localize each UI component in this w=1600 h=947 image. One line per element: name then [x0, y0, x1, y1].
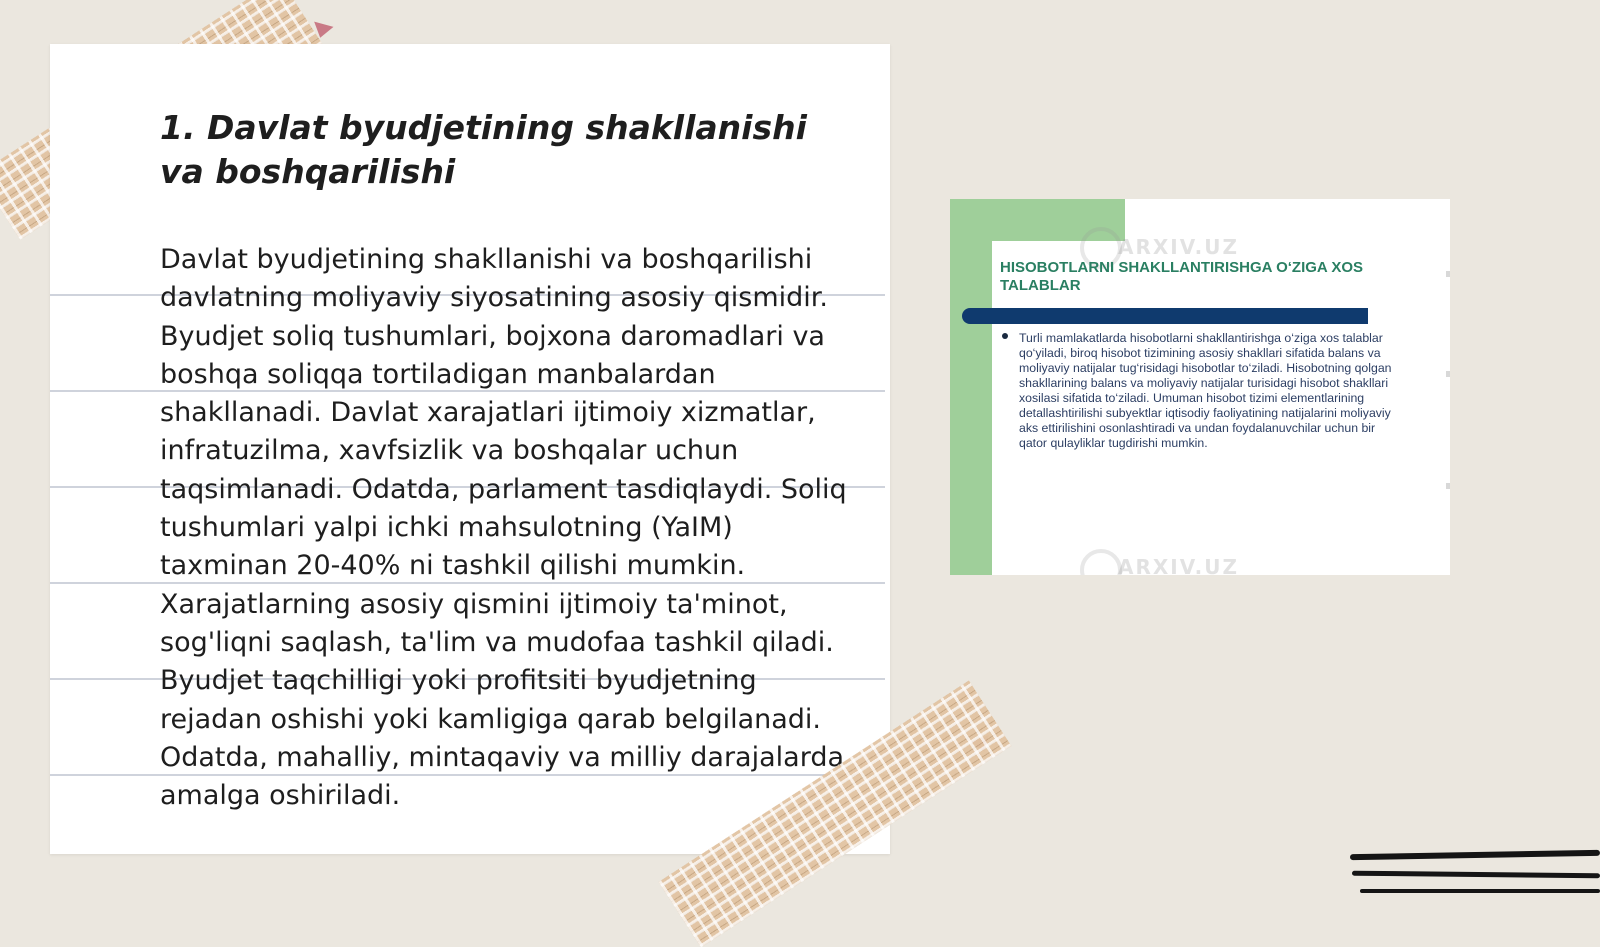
brush-stroke [1352, 871, 1600, 879]
slide-green-band [950, 199, 992, 575]
bullet-icon [1002, 333, 1008, 339]
slide-watermark: ARXIV.UZ [1118, 235, 1239, 259]
embedded-slide-image [950, 199, 1450, 575]
brush-stroke [1350, 850, 1600, 860]
slide-bullet-text: Turli mamlakatlarda hisobotlarni shakllantirishga o‘ziga xos talablar qo‘yiladi, biroq hisobot tizimining asosiy shakllari sifatida balans va moliyaviy natijalar tug‘risidagi hisobotlar to‘ziladi. Hisobotning qolgan shakllarining balans va moliyaviy natijalar turisidagi hisobot shakllari xosilasi sifatida to‘ziladi. Umuman hisobot tizimi elementlarining detallashtirilishi subyektlar iqtisodiy faoliyatining natijalarini moliyaviy aks ettirilishini osonlashtiradi va undan foydalanuvchilar uchun bir qator qulayliklar tugdirishi mumkin. [1019, 331, 1392, 450]
section-heading: 1. Davlat byudjetining shakllanishi va boshqarilishi [160, 108, 807, 191]
section-body-text: Davlat byudjetining shakllanishi va boshqarilishi davlatning moliyaviy siyosatining asosiy qismidir. Byudjet soliq tushumlari, bojxona daromadlari va boshqa soliqqa tortiladigan manbalardan shakllanadi. Davlat xarajatlari ijtimoiy xizmatlar, infratuzilma, xavfsizlik va boshqalar uchun taqsimlanadi. Odatda, parlament tasdiqlaydi. Soliq tushumlari yalpi ichki mahsulotning (YaIM) taxminan 20-40% ni tashkil qilishi mumkin. Xarajatlarning asosiy qismini ijtimoiy ta'minot, sog'liqni saqlash, ta'lim va mudofaa tashkil qiladi. Byudjet taqchilligi yoki profitsiti byudjetning rejadan oshishi yoki kamligiga qarab belgilanadi. Odatda, mahalliy, mintaqaviy va milliy darajalarda amalga oshiriladi. [160, 244, 847, 812]
slide-title: HISOBOTLARNI SHAKLLANTIRISHGA O‘ZIGA XOS TALABLAR [1000, 259, 1364, 294]
slide-edge-tick [1446, 483, 1450, 489]
slide-edge-tick [1446, 271, 1450, 277]
slide-watermark: ARXIV.UZ [1118, 555, 1239, 575]
note-paper [50, 44, 890, 854]
slide-edge-tick [1446, 371, 1450, 377]
slide-title-bar [962, 308, 1368, 324]
brush-stroke [1360, 889, 1600, 893]
